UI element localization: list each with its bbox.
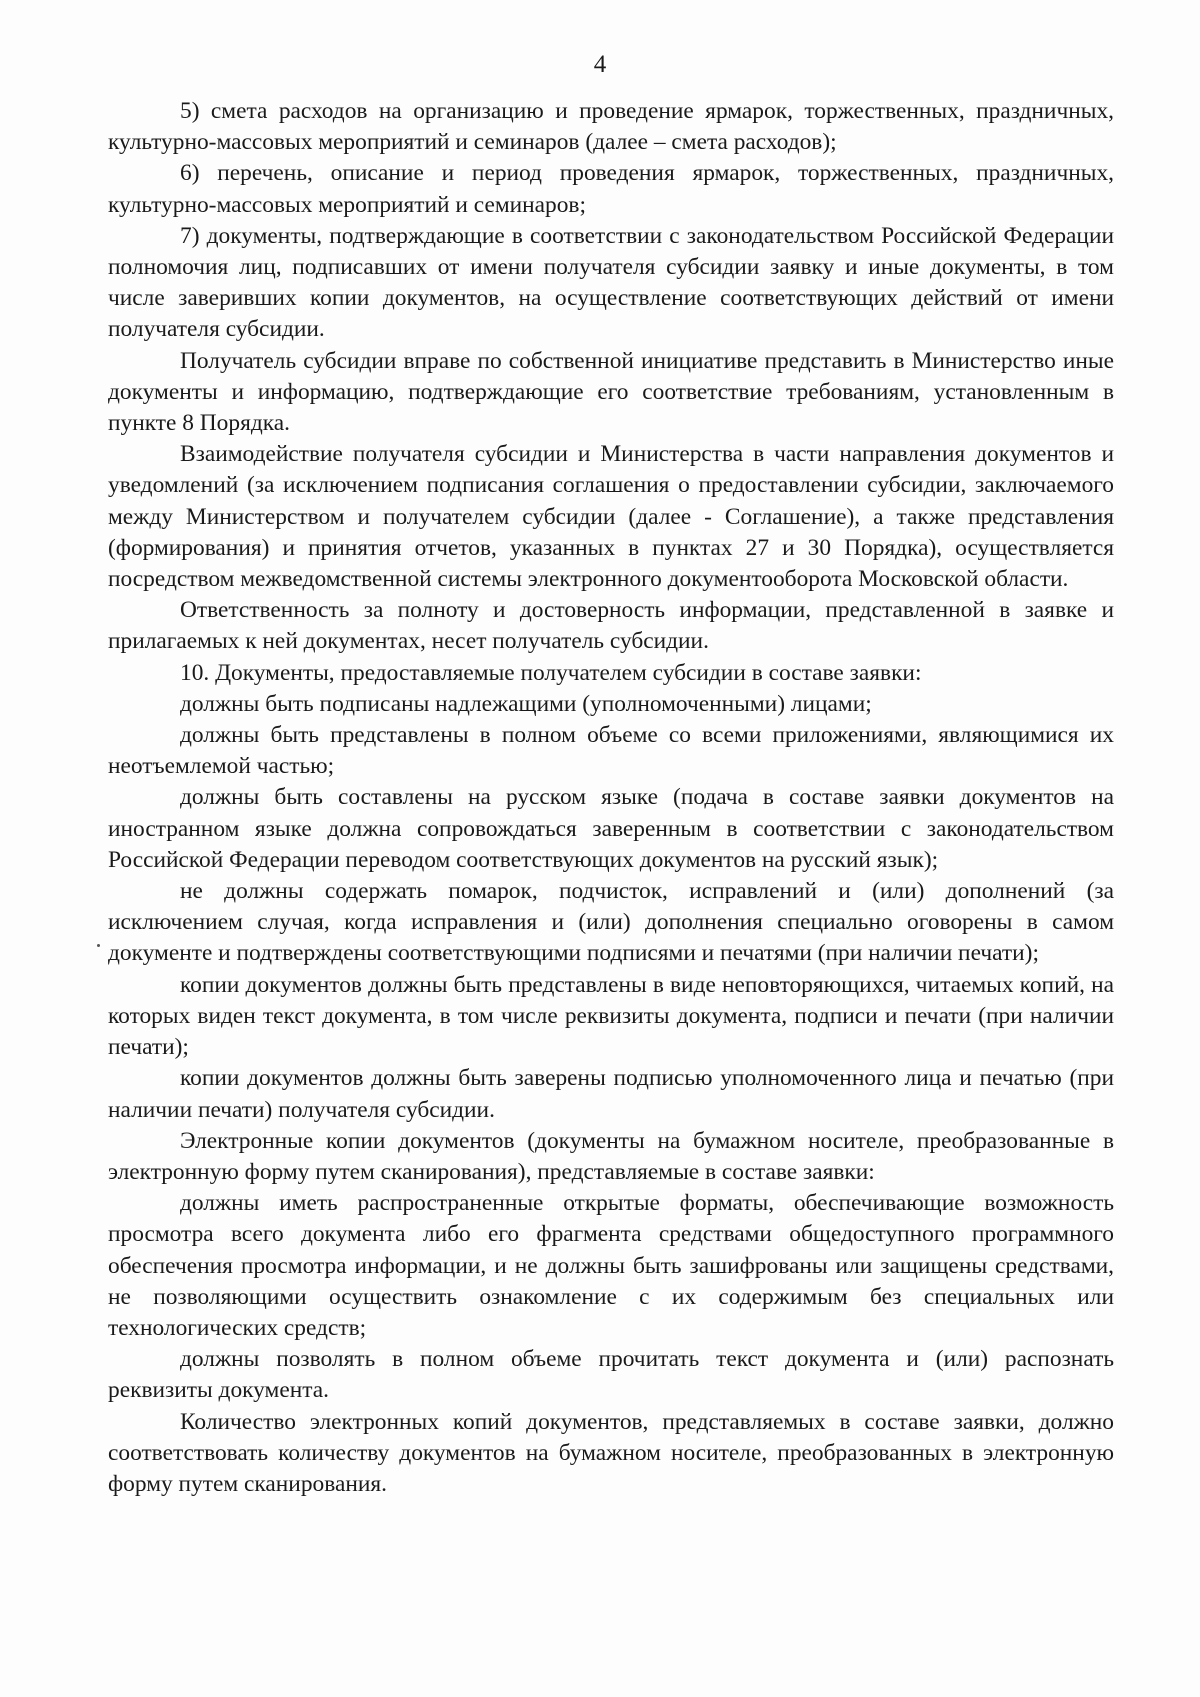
paragraph-readable-copies-requirement: копии документов должны быть представлены в виде неповторяющихся, читаемых копий, на которых виден текст документа, в том числе реквизиты документа, подписи и печати (при наличии печати); [108,971,1114,1061]
paragraph-signed-requirement: должны быть подписаны надлежащими (уполномоченными) лицами; [180,690,872,717]
paragraph-open-formats-requirement: должны иметь распространенные открытые форматы, обеспечивающие возможность просмотра всего документа либо его фрагмента средствами общедоступного программного обеспечения просмотра информации, и не должны быть зашифрованы или защищены средствами, не позволяющими осуществить ознакомление с их содержимым без специальных или технологических средств; [108,1190,1114,1341]
paragraph-language-requirement: должны быть составлены на русском языке (подача в составе заявки документов на иностранном языке должна сопровождаться заверенным в соответствии с законодательством Российской Федерации переводом соответствующих документов на русский язык); [108,784,1114,873]
paragraph-no-corrections-requirement: не должны содержать помарок, подчисток, исправлений и (или) дополнений (за исключением случая, когда исправления и (или) дополнения специально оговорены в самом документе и подтверждены соответствующими подписями и печатями (при наличии печати); [108,878,1114,967]
paragraph-optional-documents: Получатель субсидии вправе по собственной инициативе представить в Министерство иные документы и информацию, подтверждающие его соответствие требованиям, установленным в пункте 8 Порядка. [108,347,1114,437]
paragraph-section-10-heading: 10. Документы, предоставляемые получателем субсидии в составе заявки: [180,659,922,686]
paragraph-interaction: Взаимодействие получателя субсидии и Министерства в части направления документов и уведомлений (за исключением подписания соглашения о предоставлении субсидии, заключаемого между Министерством и получателем субсидии (далее - Соглашение), а также представления (формирования) и принятия отчетов, указанных в пунктах 27 и 30 Порядка), осуществляется посредством межведомственной системы электронного документооборота Московской области. [108,441,1114,593]
paragraph-copies-count: Количество электронных копий документов, представляемых в составе заявки, должно соответствовать количеству документов на бумажном носителе, преобразованных в электронную форму путем сканирования. [108,1408,1114,1497]
paragraph-item-6-list: 6) перечень, описание и период проведения ярмарок, торжественных, праздничных, культурно-массовых мероприятий и семинаров; [108,160,1114,218]
paragraph-item-5-estimate: 5) смета расходов на организацию и проведение ярмарок, торжественных, праздничных, культурно-массовых мероприятий и семинаров (далее – смета расходов); [108,98,1114,156]
scan-dot-mark [97,944,100,947]
paragraph-electronic-copies-heading: Электронные копии документов (документы на бумажном носителе, преобразованные в электронную форму путем сканирования), представляемые в составе заявки: [108,1127,1114,1185]
paragraph-complete-requirement: должны быть представлены в полном объеме со всеми приложениями, являющимися их неотъемлемой частью; [108,722,1114,780]
page-number: 4 [593,51,607,78]
document-body [108,96,1114,1500]
paragraph-certified-copies-requirement: копии документов должны быть заверены подписью уполномоченного лица и печатью (при наличии печати) получателя субсидии. [108,1065,1114,1123]
paragraph-responsibility: Ответственность за полноту и достоверность информации, представленной в заявке и прилагаемых к ней документах, несет получатель субсидии. [108,597,1114,655]
paragraph-legibility-requirement: должны позволять в полном объеме прочитать текст документа и (или) распознать реквизиты документа. [108,1346,1114,1404]
paragraph-item-7-authority-documents: 7) документы, подтверждающие в соответствии с законодательством Российской Федерации полномочия лиц, подписавших от имени получателя субсидии заявку и иные документы, в том числе заверивших копии документов, на осуществление соответствующих действий от имени получателя субсидии. [108,222,1114,343]
